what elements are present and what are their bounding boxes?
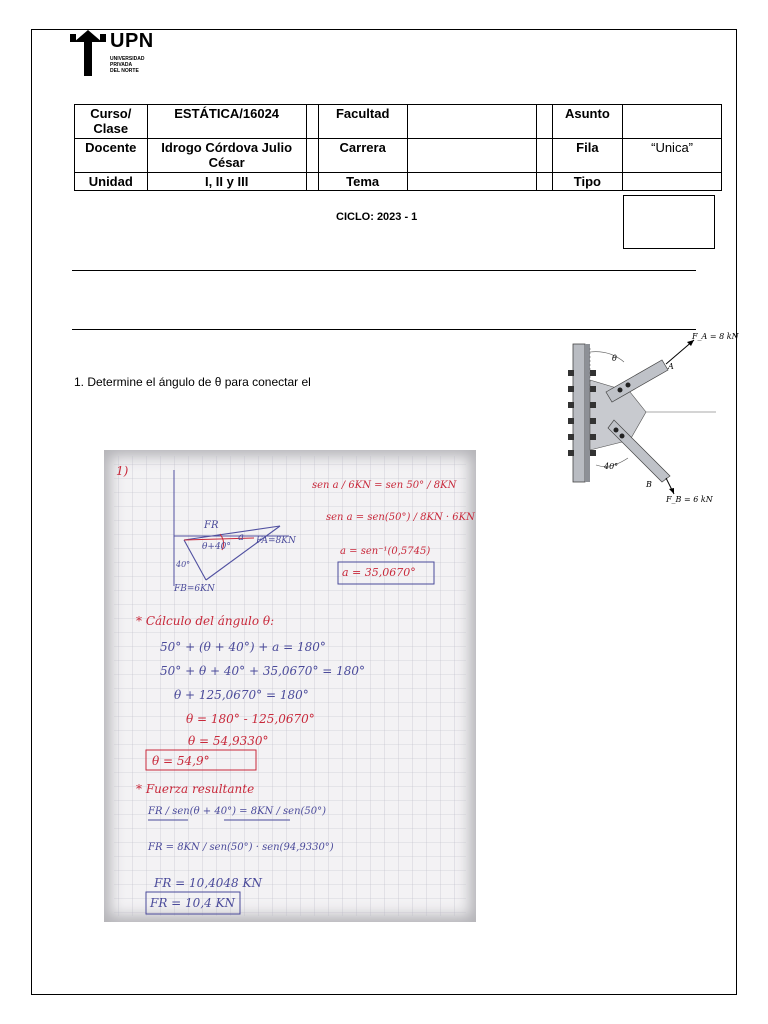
point-b-label: B bbox=[646, 480, 652, 489]
sketch-fa: FA=8KN bbox=[256, 536, 296, 546]
angle-40-label: 40° bbox=[604, 462, 619, 471]
theta-label: θ bbox=[612, 354, 617, 363]
divider-line bbox=[72, 270, 696, 271]
label-tema: Tema bbox=[318, 173, 407, 191]
angle-step-3: θ + 125,0670° = 180° bbox=[174, 688, 309, 702]
logo-sub-3: DEL NORTE bbox=[110, 68, 139, 74]
sine-law-eq4: a = 35,0670° bbox=[342, 566, 416, 579]
sine-law-eq3: a = sen⁻¹(0,5745) bbox=[340, 546, 431, 557]
point-a-label: A bbox=[668, 362, 674, 371]
problem-number: 1) bbox=[116, 464, 129, 478]
angle-step-1: 50° + (θ + 40°) + a = 180° bbox=[160, 640, 326, 654]
label-carrera: Carrera bbox=[318, 139, 407, 173]
question-text: 1. Determine el ángulo de θ para conectar el bbox=[74, 375, 311, 389]
sketch-fr: FR bbox=[204, 520, 219, 531]
value-curso: ESTÁTICA/16024 bbox=[147, 105, 306, 139]
ciclo-label: CICLO: 2023 - 1 bbox=[336, 211, 418, 223]
heading-resultant: * Fuerza resultante bbox=[136, 782, 255, 796]
value-carrera bbox=[407, 139, 536, 173]
spacer-cell bbox=[306, 173, 318, 191]
angle-step-5: θ = 54,9330° bbox=[188, 734, 269, 748]
value-facultad bbox=[407, 105, 536, 139]
force-step-3: FR = 10,4048 KN bbox=[154, 876, 262, 890]
spacer-cell bbox=[536, 105, 552, 139]
spacer-cell bbox=[306, 105, 318, 139]
logo-title: UPN bbox=[110, 30, 154, 52]
sine-law-eq1: sen a / 6KN = sen 50° / 8KN bbox=[312, 480, 457, 491]
label-tipo: Tipo bbox=[552, 173, 623, 191]
label-curso: Curso/ Clase bbox=[75, 105, 148, 139]
label-docente: Docente bbox=[75, 139, 148, 173]
value-tipo bbox=[623, 173, 722, 191]
value-docente: Idrogo Córdova Julio César bbox=[147, 139, 306, 173]
force-step-2: FR = 8KN / sen(50°) · sen(94,9330°) bbox=[148, 842, 334, 853]
logo-sub-2: PRIVADA bbox=[110, 62, 133, 68]
angle-step-4: θ = 180° - 125,0670° bbox=[186, 712, 315, 726]
spacer-cell bbox=[306, 139, 318, 173]
sketch-fb: FB=6KN bbox=[174, 584, 215, 594]
value-tema bbox=[407, 173, 536, 191]
angle-step-2: 50° + θ + 40° + 35,0670° = 180° bbox=[160, 664, 366, 678]
logo-sub-1: UNIVERSIDAD bbox=[110, 56, 145, 62]
label-unidad: Unidad bbox=[75, 173, 148, 191]
value-asunto bbox=[623, 105, 722, 139]
fb-label: F_B = 6 kN bbox=[666, 495, 713, 504]
label-asunto: Asunto bbox=[552, 105, 623, 139]
sketch-40: 40° bbox=[176, 560, 191, 569]
spacer-cell bbox=[536, 173, 552, 191]
value-fila: “Unica” bbox=[623, 139, 722, 173]
label-fila: Fila bbox=[552, 139, 623, 173]
force-result: FR = 10,4 KN bbox=[150, 896, 236, 910]
label-facultad: Facultad bbox=[318, 105, 407, 139]
force-step-1: FR / sen(θ + 40°) = 8KN / sen(50°) bbox=[148, 806, 327, 817]
grade-box bbox=[623, 195, 715, 249]
fa-label: F_A = 8 kN bbox=[692, 332, 739, 341]
heading-angle: * Cálculo del ángulo θ: bbox=[136, 614, 275, 628]
course-info-table bbox=[74, 104, 722, 191]
value-unidad: I, II y III bbox=[147, 173, 306, 191]
sketch-angle: θ+40° bbox=[202, 542, 231, 552]
sketch-a: a bbox=[238, 532, 244, 543]
angle-result: θ = 54,9° bbox=[152, 754, 210, 768]
spacer-cell bbox=[536, 139, 552, 173]
upn-logo bbox=[70, 30, 180, 78]
handwritten-solution-photo bbox=[104, 450, 476, 922]
bracket-figure bbox=[566, 330, 739, 510]
sine-law-eq2: sen a = sen(50°) / 8KN · 6KN bbox=[326, 512, 475, 523]
upn-logo-mark-icon bbox=[70, 30, 106, 76]
